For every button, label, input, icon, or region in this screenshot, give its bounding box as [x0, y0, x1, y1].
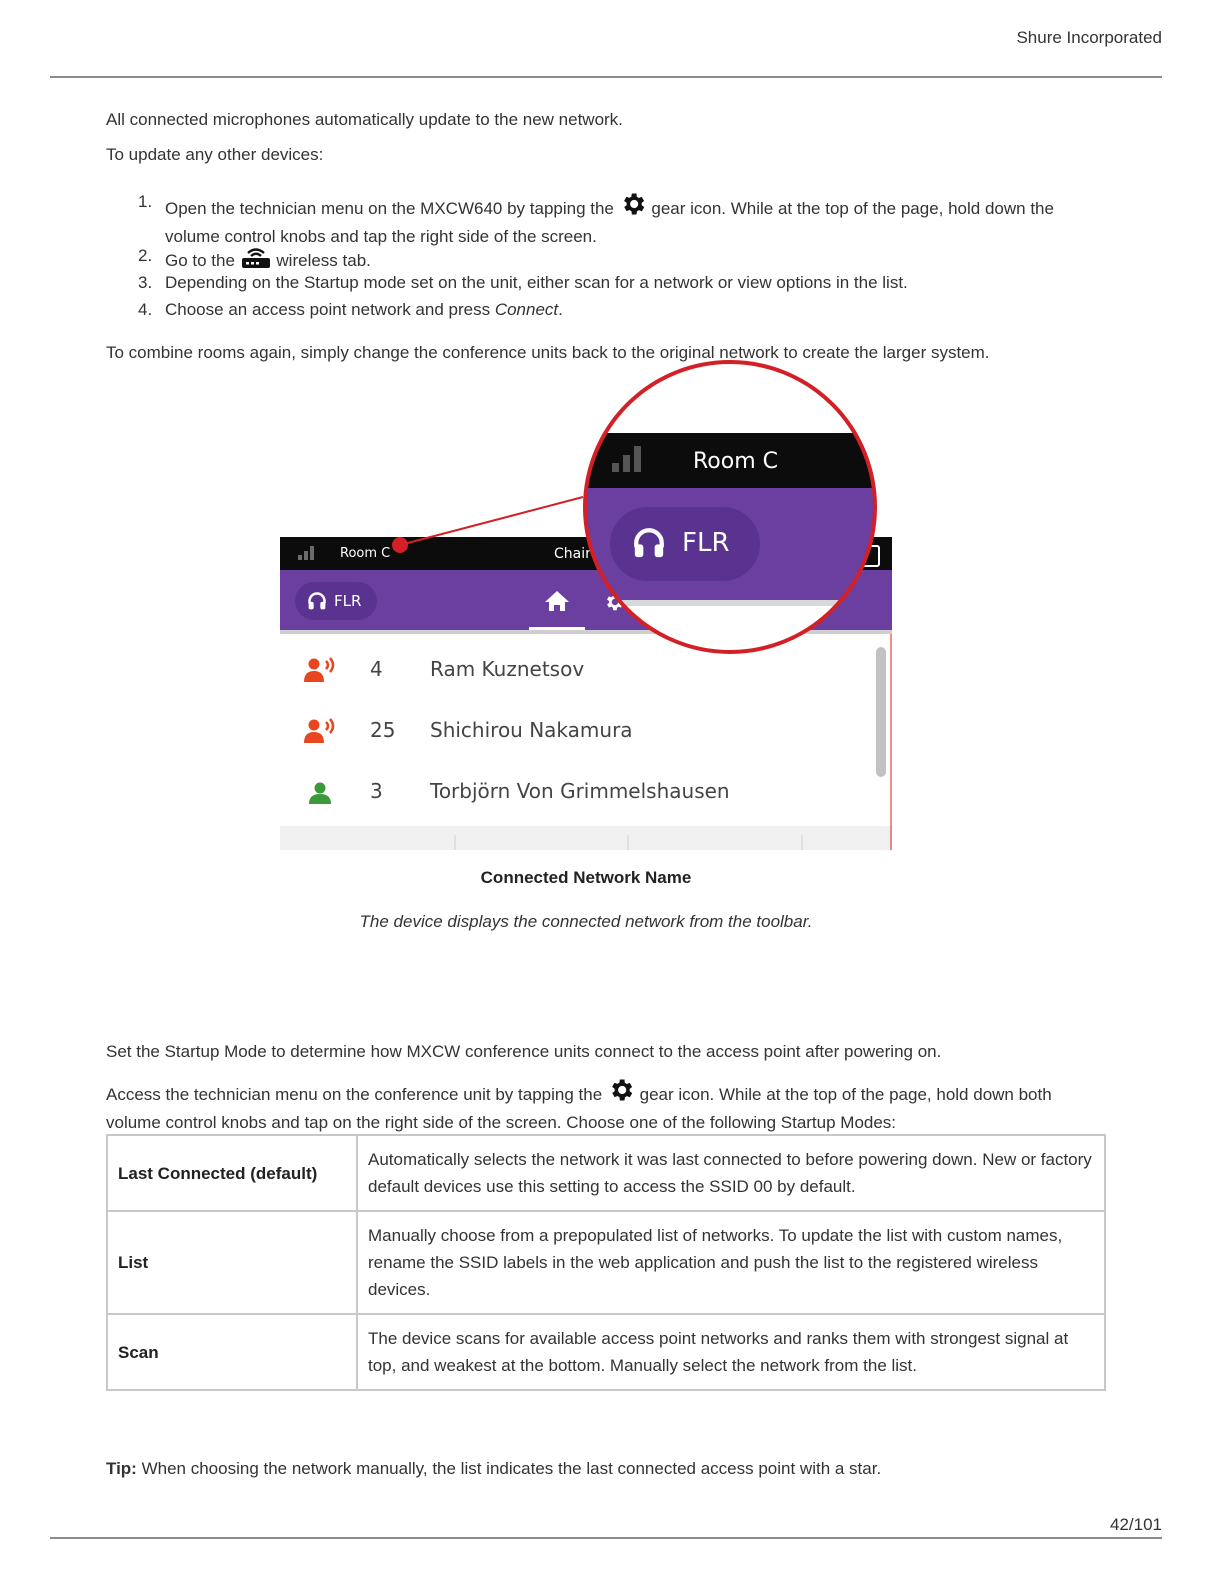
header-rule: [50, 76, 1162, 78]
mode-description: The device scans for available access point networks and ranks them with strongest signal at top, and weakest at the bottom. Manually select the network from the list.: [357, 1314, 1105, 1390]
chair-label: Chair: [554, 546, 591, 562]
list-item: [106, 271, 1106, 298]
header-organization: Shure Incorporated: [1016, 28, 1162, 47]
startup-modes-table: [106, 1134, 1106, 1391]
tip-text: When choosing the network manually, the list indicates the last connected access point with a star.: [141, 1459, 882, 1478]
mode-name: Last Connected (default): [107, 1135, 357, 1211]
step-text-continued: wireless tab.: [276, 251, 371, 270]
participant-number: 3: [370, 779, 383, 803]
intro-paragraph: All connected microphones automatically update to the new network.: [106, 110, 623, 129]
room-name-large: Room C: [693, 449, 779, 474]
gear-icon: [619, 190, 647, 225]
participant-name: Torbjörn Von Grimmelshausen: [430, 779, 730, 803]
mode-name: Scan: [107, 1314, 357, 1390]
step-number: 1.: [138, 192, 153, 211]
list-item: [106, 244, 1106, 271]
connect-term: Connect: [494, 300, 559, 319]
startup-paragraph: Set the Startup Mode to determine how MXCW conference units connect to the access point after powering on.: [106, 1042, 942, 1061]
step-text: Open the technician menu on the MXCW640 by tapping the: [165, 199, 614, 218]
step-text: Depending on the Startup mode set on the unit, either scan for a network or view options in the list.: [165, 273, 908, 292]
startup-instructions-continued: gear icon. While at the top of the page, hold down both volume control knobs and tap on the right side of the screen. Choose one of the following Startup Modes:: [106, 1085, 1052, 1132]
steps-list: [106, 190, 1106, 325]
step-text: Choose an access point network and press: [165, 300, 491, 319]
signal-strength-icon-large: [612, 445, 646, 473]
mode-description: Manually choose from a prepopulated list of networks. To update the list with custom names, rename the SSID labels in the web application and push the list to the registered wireless devices.: [357, 1211, 1105, 1314]
figure-caption-title: Connected Network Name: [480, 868, 692, 887]
step-text-end: .: [558, 300, 563, 319]
list-item: [106, 298, 1106, 325]
mode-description: Automatically selects the network it was last connected to before powering down. New or factory default devices use this setting to access the SSID 00 by default.: [357, 1135, 1105, 1211]
tip-label: Tip:: [106, 1459, 137, 1478]
step-number: 4.: [138, 300, 153, 319]
participant-number: 25: [370, 718, 396, 742]
table-row: [107, 1314, 1105, 1390]
figure-caption-text: The device displays the connected network from the toolbar.: [359, 912, 813, 931]
page-number: 42/101: [1110, 1515, 1162, 1534]
headphones-icon: [632, 526, 666, 560]
flr-label-large: FLR: [682, 528, 730, 558]
startup-instructions: [106, 1076, 1106, 1135]
step-number: 2.: [138, 246, 153, 265]
step-text: Go to the: [165, 251, 235, 270]
startup-instructions-text: Access the technician menu on the conference unit by tapping the: [106, 1085, 603, 1104]
participant-number: 4: [370, 657, 383, 681]
flr-label-small: FLR: [334, 592, 362, 610]
table-row: [107, 1135, 1105, 1211]
list-item: [106, 190, 1106, 246]
table-row: [107, 1211, 1105, 1314]
room-name-small: Room C: [340, 546, 391, 561]
device-screenshot-figure: [280, 395, 895, 850]
participant-name: Shichirou Nakamura: [430, 718, 633, 742]
mode-name: List: [107, 1211, 357, 1314]
step-number: 3.: [138, 273, 153, 292]
participant-name: Ram Kuznetsov: [430, 657, 585, 681]
magnifier-callout: [280, 395, 895, 850]
tip-note: [106, 1457, 1106, 1481]
intro-lead: To update any other devices:: [106, 145, 324, 164]
combine-paragraph: To combine rooms again, simply change the conference units back to the original network to create the larger system.: [106, 343, 990, 362]
footer-rule: [50, 1537, 1162, 1539]
gear-icon: [607, 1076, 635, 1111]
step-text-continued: gear icon. While at the top of the page, hold down the volume control knobs and tap the right side of the screen.: [165, 199, 1054, 246]
